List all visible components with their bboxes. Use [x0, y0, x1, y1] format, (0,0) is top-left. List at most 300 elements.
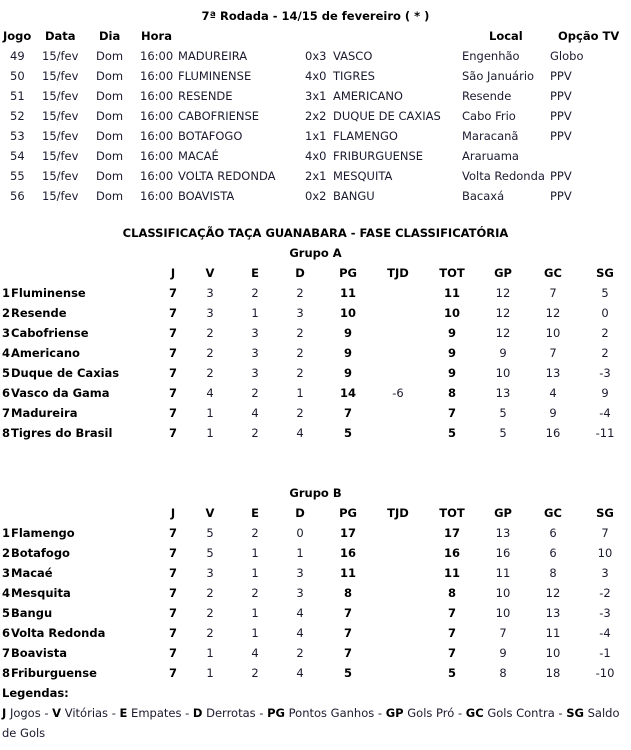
- col-v: V: [205, 266, 215, 280]
- stat-pg: 8: [343, 586, 353, 600]
- fixture-tv: PPV: [550, 89, 572, 103]
- stat-gp: 13: [495, 386, 511, 400]
- stat-pg: 9: [343, 346, 353, 360]
- stat-tot: 7: [447, 626, 457, 640]
- team-position: 4: [2, 346, 11, 360]
- stat-gp: 5: [499, 426, 507, 440]
- stat-e: 3: [251, 366, 259, 380]
- stat-pg: 9: [343, 326, 353, 340]
- stat-d: 0: [296, 526, 304, 540]
- stat-e: 3: [251, 346, 259, 360]
- stat-gc: 13: [545, 606, 561, 620]
- stat-tot: 7: [447, 646, 457, 660]
- team-position: 8: [2, 426, 11, 440]
- stat-gp: 5: [499, 406, 507, 420]
- stat-pg: 11: [339, 286, 357, 300]
- stat-pg: 7: [343, 626, 353, 640]
- legend-desc: Gols Pró: [407, 706, 455, 720]
- col-gc: GC: [544, 506, 562, 520]
- standings-row: [0, 426, 631, 446]
- legend-desc: Saldo de Gols: [2, 706, 620, 740]
- stat-tot: 9: [447, 326, 457, 340]
- stat-gc: 10: [545, 646, 561, 660]
- stat-gc: 12: [545, 306, 561, 320]
- fixture-hora: 16:00: [140, 69, 174, 83]
- fixture-away: BANGU: [333, 189, 375, 203]
- team-name: Mesquita: [11, 586, 71, 600]
- fixture-data: 15/fev: [42, 49, 79, 63]
- stat-tot: 17: [443, 526, 461, 540]
- team-name: Tigres do Brasil: [11, 426, 113, 440]
- stat-pg: 5: [343, 666, 353, 680]
- stat-v: 2: [206, 326, 214, 340]
- fixture-row: [0, 189, 631, 209]
- fixture-jogo: 52: [10, 109, 25, 123]
- stat-v: 3: [206, 566, 214, 580]
- standings-row: [0, 286, 631, 306]
- legend-separator: -: [108, 706, 120, 720]
- fixture-jogo: 54: [10, 149, 25, 163]
- fixture-tv: PPV: [550, 129, 572, 143]
- stat-e: 2: [251, 526, 259, 540]
- fixture-home: CABOFRIENSE: [178, 109, 260, 123]
- stat-pg: 7: [343, 606, 353, 620]
- col-j: J: [170, 506, 176, 520]
- standings-row: [0, 626, 631, 646]
- col-pg: PG: [339, 266, 357, 280]
- stat-j: 7: [168, 666, 178, 680]
- stat-gp: 10: [495, 586, 511, 600]
- fixture-row: [0, 49, 631, 69]
- stat-v: 5: [206, 526, 214, 540]
- fixture-local: Volta Redonda: [462, 169, 545, 183]
- stat-pg: 7: [343, 406, 353, 420]
- legend-abbr: GP: [385, 706, 404, 720]
- stat-d: 3: [296, 566, 304, 580]
- stat-gp: 10: [495, 606, 511, 620]
- col-sg: SG: [596, 506, 614, 520]
- standings-header: [0, 506, 631, 526]
- team-name: Madureira: [11, 406, 78, 420]
- stat-tot: 5: [447, 666, 457, 680]
- stat-sg: 2: [601, 346, 609, 360]
- team-position: 2: [2, 306, 11, 320]
- fixture-local: Resende: [462, 89, 512, 103]
- legend-separator: -: [454, 706, 466, 720]
- fixture-hora: 16:00: [140, 49, 174, 63]
- col-tot: TOT: [439, 506, 465, 520]
- stat-d: 2: [296, 366, 304, 380]
- standings-row: [0, 386, 631, 406]
- standings-row: [0, 606, 631, 626]
- stat-tot: 11: [443, 566, 461, 580]
- stat-v: 1: [206, 426, 214, 440]
- stat-gp: 12: [495, 286, 511, 300]
- stat-j: 7: [168, 366, 178, 380]
- fixture-local: São Januário: [462, 69, 535, 83]
- standings-row: [0, 366, 631, 386]
- stat-v: 2: [206, 606, 214, 620]
- stat-gp: 9: [499, 646, 507, 660]
- fixture-row: [0, 69, 631, 89]
- fixture-home: MACAÉ: [178, 149, 219, 163]
- legend-separator: -: [40, 706, 53, 720]
- legend-desc: Gols Contra: [487, 706, 555, 720]
- legend-separator: -: [181, 706, 193, 720]
- stat-j: 7: [168, 586, 178, 600]
- fixture-score: 3x1: [305, 89, 327, 103]
- fixture-score: 0x2: [305, 189, 327, 203]
- col-d: D: [295, 266, 305, 280]
- team-position: 8: [2, 666, 11, 680]
- standings-row: [0, 586, 631, 606]
- col-local: Local: [489, 29, 523, 43]
- col-e: E: [251, 266, 259, 280]
- stat-gc: 18: [545, 666, 561, 680]
- stat-e: 3: [251, 326, 259, 340]
- legend-abbr: J: [2, 706, 7, 720]
- stat-d: 2: [296, 646, 304, 660]
- stat-e: 1: [251, 626, 259, 640]
- fixture-home: VOLTA REDONDA: [178, 169, 276, 183]
- stat-sg: -1: [599, 646, 611, 660]
- stat-e: 1: [251, 306, 259, 320]
- stat-j: 7: [168, 306, 178, 320]
- col-hora: Hora: [141, 29, 172, 43]
- stat-j: 7: [168, 426, 178, 440]
- fixture-hora: 16:00: [140, 149, 174, 163]
- stat-sg: 9: [601, 386, 609, 400]
- stat-v: 4: [206, 386, 214, 400]
- stat-e: 2: [251, 586, 259, 600]
- stat-gp: 13: [495, 526, 511, 540]
- fixture-tv: PPV: [550, 169, 572, 183]
- stat-v: 1: [206, 406, 214, 420]
- stat-tot: 7: [447, 606, 457, 620]
- stat-pg: 11: [339, 566, 357, 580]
- standings-header: [0, 266, 631, 286]
- stat-e: 1: [251, 566, 259, 580]
- stat-gc: 7: [549, 286, 557, 300]
- stat-d: 2: [296, 326, 304, 340]
- stat-gc: 13: [545, 366, 561, 380]
- stat-v: 5: [206, 546, 214, 560]
- stat-e: 4: [251, 406, 259, 420]
- legend-title: Legendas:: [2, 686, 69, 700]
- fixture-tv: PPV: [550, 189, 572, 203]
- col-d: D: [295, 506, 305, 520]
- fixture-dia: Dom: [96, 189, 124, 203]
- team-name: Botafogo: [11, 546, 70, 560]
- stat-v: 2: [206, 366, 214, 380]
- stat-tot: 11: [443, 286, 461, 300]
- stat-v: 2: [206, 586, 214, 600]
- stat-v: 1: [206, 666, 214, 680]
- stat-tot: 10: [443, 306, 461, 320]
- team-position: 1: [2, 286, 11, 300]
- stat-d: 1: [296, 546, 304, 560]
- fixture-dia: Dom: [96, 169, 124, 183]
- stat-v: 3: [206, 306, 214, 320]
- col-data: Data: [45, 29, 76, 43]
- standings-title: CLASSIFICAÇÃO TAÇA GUANABARA - FASE CLASSIFICATÓRIA: [122, 226, 509, 240]
- stat-j: 7: [168, 286, 178, 300]
- fixture-data: 15/fev: [42, 189, 79, 203]
- legend-abbr: V: [52, 706, 62, 720]
- stat-gc: 8: [549, 566, 557, 580]
- fixture-away: FLAMENGO: [333, 129, 398, 143]
- fixture-data: 15/fev: [42, 169, 79, 183]
- stat-v: 2: [206, 346, 214, 360]
- col-gc: GC: [544, 266, 562, 280]
- stat-gp: 9: [499, 346, 507, 360]
- fixture-row: [0, 169, 631, 189]
- round-title: 7ª Rodada - 14/15 de fevereiro ( * ): [201, 9, 430, 23]
- stat-e: 1: [251, 546, 259, 560]
- legend-abbr: D: [192, 706, 203, 720]
- fixture-home: RESENDE: [178, 89, 233, 103]
- fixture-local: Cabo Frio: [462, 109, 516, 123]
- legend-text: [2, 703, 630, 743]
- team-name: Macaé: [11, 566, 53, 580]
- standings-row: [0, 326, 631, 346]
- legend-abbr: PG: [267, 706, 285, 720]
- legend-desc: Derrotas: [206, 706, 256, 720]
- legend-desc: Empates: [131, 706, 182, 720]
- fixture-home: BOTAFOGO: [178, 129, 243, 143]
- team-position: 2: [2, 546, 11, 560]
- stat-pg: 7: [343, 646, 353, 660]
- fixture-away: DUQUE DE CAXIAS: [333, 109, 441, 123]
- col-jogo: Jogo: [3, 29, 32, 43]
- stat-sg: 5: [601, 286, 609, 300]
- col-gp: GP: [494, 266, 512, 280]
- col-dia: Dia: [99, 29, 121, 43]
- standings-row: [0, 346, 631, 366]
- col-tv: Opção TV: [558, 29, 620, 43]
- team-position: 3: [2, 326, 11, 340]
- stat-sg: -11: [595, 426, 615, 440]
- stat-j: 7: [168, 566, 178, 580]
- stat-sg: -4: [599, 626, 611, 640]
- legend-separator: -: [255, 706, 268, 720]
- fixture-jogo: 55: [10, 169, 25, 183]
- stat-tot: 16: [443, 546, 461, 560]
- stat-gp: 12: [495, 326, 511, 340]
- stat-d: 2: [296, 286, 304, 300]
- stat-pg: 9: [343, 366, 353, 380]
- team-name: Vasco da Gama: [11, 386, 110, 400]
- stat-j: 7: [168, 546, 178, 560]
- stat-pg: 14: [339, 386, 357, 400]
- fixtures-header: [0, 29, 631, 49]
- fixture-tv: PPV: [550, 109, 572, 123]
- stat-d: 4: [296, 626, 304, 640]
- stat-j: 7: [168, 346, 178, 360]
- team-position: 5: [2, 606, 11, 620]
- fixture-local: Engenhão: [462, 49, 520, 63]
- fixture-dia: Dom: [96, 129, 124, 143]
- fixture-away: TIGRES: [333, 69, 375, 83]
- team-name: Resende: [11, 306, 67, 320]
- stat-gp: 7: [499, 626, 507, 640]
- fixture-tv: PPV: [550, 69, 572, 83]
- legend-separator: -: [554, 706, 567, 720]
- legend-abbr: GC: [465, 706, 484, 720]
- team-name: Volta Redonda: [11, 626, 106, 640]
- stat-v: 2: [206, 626, 214, 640]
- stat-gc: 12: [545, 586, 561, 600]
- legend-desc: Jogos: [9, 706, 41, 720]
- col-j: J: [170, 266, 176, 280]
- stat-j: 7: [168, 606, 178, 620]
- fixture-score: 0x3: [305, 49, 327, 63]
- stat-j: 7: [168, 626, 178, 640]
- fixture-tv: Globo: [550, 49, 584, 63]
- col-tjd: TJD: [387, 506, 409, 520]
- stat-tjd: -6: [392, 386, 404, 400]
- stat-gc: 4: [549, 386, 557, 400]
- fixture-row: [0, 109, 631, 129]
- fixture-jogo: 51: [10, 89, 25, 103]
- fixture-jogo: 56: [10, 189, 25, 203]
- stat-e: 2: [251, 666, 259, 680]
- stat-j: 7: [168, 646, 178, 660]
- stat-sg: 10: [597, 546, 613, 560]
- stat-sg: -4: [599, 406, 611, 420]
- stat-e: 2: [251, 286, 259, 300]
- legend-abbr: E: [119, 706, 128, 720]
- fixture-away: AMERICANO: [333, 89, 403, 103]
- fixture-away: FRIBURGUENSE: [333, 149, 424, 163]
- standings-row: [0, 306, 631, 326]
- stat-v: 3: [206, 286, 214, 300]
- stat-tot: 9: [447, 346, 457, 360]
- team-position: 6: [2, 386, 11, 400]
- fixture-score: 2x2: [305, 109, 327, 123]
- fixture-score: 2x1: [305, 169, 327, 183]
- standings-row: [0, 406, 631, 426]
- fixture-row: [0, 149, 631, 169]
- fixture-row: [0, 89, 631, 109]
- team-name: Flamengo: [11, 526, 75, 540]
- team-position: 1: [2, 526, 11, 540]
- fixture-dia: Dom: [96, 69, 124, 83]
- stat-gp: 16: [495, 546, 511, 560]
- team-name: Duque de Caxias: [11, 366, 120, 380]
- team-position: 7: [2, 646, 11, 660]
- fixture-data: 15/fev: [42, 89, 79, 103]
- fixture-dia: Dom: [96, 49, 124, 63]
- fixture-hora: 16:00: [140, 89, 174, 103]
- stat-gp: 8: [499, 666, 507, 680]
- stat-sg: -2: [599, 586, 611, 600]
- standings-row: [0, 666, 631, 686]
- fixture-hora: 16:00: [140, 129, 174, 143]
- stat-v: 1: [206, 646, 214, 660]
- fixture-data: 15/fev: [42, 69, 79, 83]
- fixture-row: [0, 129, 631, 149]
- stat-pg: 5: [343, 426, 353, 440]
- fixture-score: 4x0: [305, 149, 327, 163]
- col-gp: GP: [494, 506, 512, 520]
- fixture-local: Maracanã: [462, 129, 519, 143]
- stat-gc: 10: [545, 326, 561, 340]
- stat-sg: 7: [601, 526, 609, 540]
- standings-row: [0, 646, 631, 666]
- group-title: Grupo A: [289, 246, 342, 260]
- stat-e: 1: [251, 606, 259, 620]
- group-title: Grupo B: [289, 486, 342, 500]
- team-position: 4: [2, 586, 11, 600]
- fixture-hora: 16:00: [140, 169, 174, 183]
- fixture-jogo: 50: [10, 69, 25, 83]
- fixture-local: Araruama: [462, 149, 519, 163]
- stat-pg: 16: [339, 546, 357, 560]
- team-position: 7: [2, 406, 11, 420]
- stat-j: 7: [168, 386, 178, 400]
- legend-separator: -: [374, 706, 386, 720]
- stat-pg: 10: [339, 306, 357, 320]
- legend-desc: Pontos Ganhos: [288, 706, 375, 720]
- fixture-jogo: 49: [10, 49, 25, 63]
- standings-row: [0, 566, 631, 586]
- team-name: Friburguense: [11, 666, 97, 680]
- stat-gp: 12: [495, 306, 511, 320]
- stat-d: 3: [296, 586, 304, 600]
- stat-d: 3: [296, 306, 304, 320]
- stat-j: 7: [168, 326, 178, 340]
- standings-row: [0, 526, 631, 546]
- legend-abbr: SG: [566, 706, 584, 720]
- stat-gc: 9: [549, 406, 557, 420]
- fixture-away: MESQUITA: [333, 169, 393, 183]
- stat-gc: 16: [545, 426, 561, 440]
- stat-tot: 7: [447, 406, 457, 420]
- stat-gc: 7: [549, 346, 557, 360]
- col-v: V: [205, 506, 215, 520]
- fixture-score: 1x1: [305, 129, 327, 143]
- col-tot: TOT: [439, 266, 465, 280]
- team-position: 3: [2, 566, 11, 580]
- fixture-dia: Dom: [96, 149, 124, 163]
- legend-desc: Vitórias: [64, 706, 109, 720]
- stat-d: 1: [296, 386, 304, 400]
- stat-d: 4: [296, 666, 304, 680]
- fixture-data: 15/fev: [42, 129, 79, 143]
- stat-sg: 3: [601, 566, 609, 580]
- fixture-hora: 16:00: [140, 189, 174, 203]
- stat-d: 4: [296, 426, 304, 440]
- standings-row: [0, 546, 631, 566]
- fixture-dia: Dom: [96, 109, 124, 123]
- stat-gc: 6: [549, 526, 557, 540]
- stat-j: 7: [168, 406, 178, 420]
- stat-sg: -3: [599, 606, 611, 620]
- team-position: 6: [2, 626, 11, 640]
- team-position: 5: [2, 366, 11, 380]
- fixture-hora: 16:00: [140, 109, 174, 123]
- stat-e: 2: [251, 386, 259, 400]
- stat-pg: 17: [339, 526, 357, 540]
- stat-d: 2: [296, 406, 304, 420]
- stat-tot: 5: [447, 426, 457, 440]
- stat-sg: -3: [599, 366, 611, 380]
- col-sg: SG: [596, 266, 614, 280]
- fixture-score: 4x0: [305, 69, 327, 83]
- fixture-home: BOAVISTA: [178, 189, 235, 203]
- stat-tot: 8: [447, 586, 457, 600]
